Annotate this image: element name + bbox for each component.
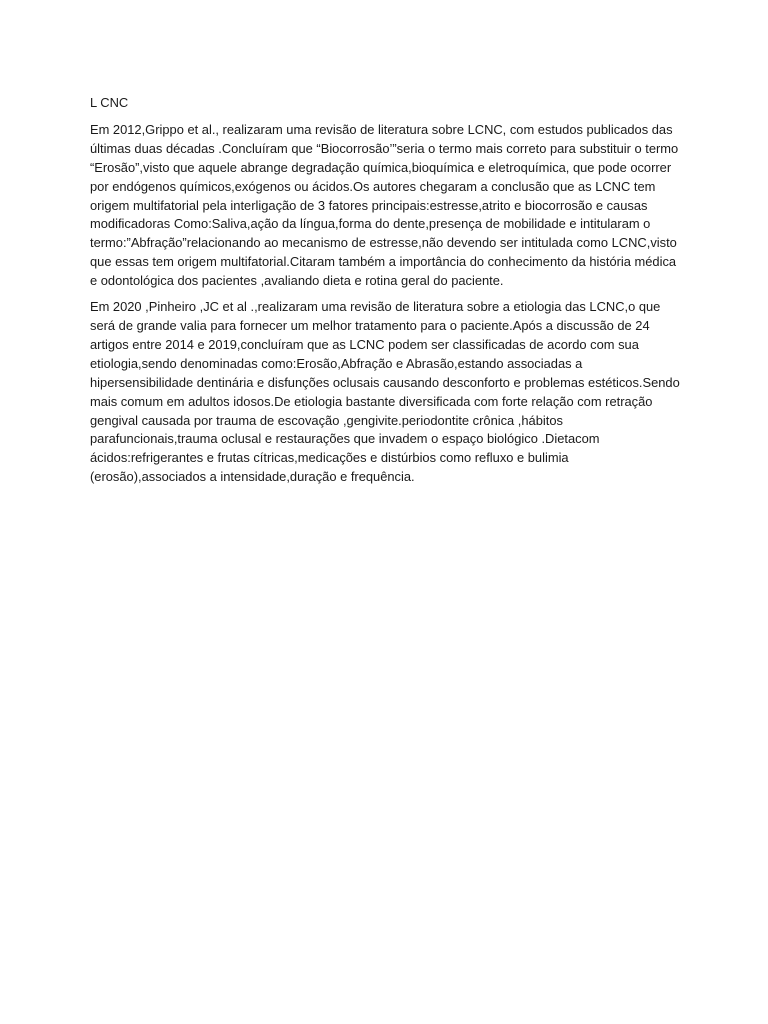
paragraph-pinheiro-2020: Em 2020 ,Pinheiro ,JC et al .,realizaram uma revisão de literatura sobre a etiologia das LCNC,o que será de grande valia para fornecer um melhor tratamento para o paciente.Após a discussão de 24 artigos entre 2014 e 2019,concluíram que as LCNC podem ser classificadas de acordo com sua etiologia,sendo denominadas como:Erosão,Abfração e Abrasão,estando associadas a hipersensibilidade dentinária e disfunções oclusais causando desconforto e problemas estéticos.Sendo mais comum em adultos idosos.De etiologia bastante diversificada com forte relação com retração gengival causada por trauma de escovação ,gengivite.periodontite crônica ,hábitos parafuncionais,trauma oclusal e restaurações que invadem o espaço biológico .Dietacom ácidos:refrigerantes e frutas cítricas,medicações e distúrbios como refluxo e bulimia (erosão),associados a intensidade,duração e frequência. xyxy=(90,299,680,485)
document-heading: L CNC xyxy=(90,95,129,110)
paragraph-grippo-2012: Em 2012,Grippo et al., realizaram uma revisão de literatura sobre LCNC, com estudos publicados das últimas duas décadas .Concluíram que “Biocorrosão’”seria o termo mais correto para substituir o termo “Erosão”,visto que aquele abrange degradação química,bioquímica e eletroquímica, que pode ocorrer por endógenos químicos,exógenos ou ácidos.Os autores chegaram a conclusão que as LCNC tem origem multifatorial pela interligação de 3 fatores principais:estresse,atrito e biocorrosão e causas modificadoras Como:Saliva,ação da língua,forma do dente,presença de mobilidade e intitularam o termo:”Abfração”relacionando ao mecanismo de estresse,não devendo ser intitulada como LCNC,visto que essas tem origem multifatorial.Citaram também a importância do conhecimento da história médica e odontológica dos pacientes ,avaliando dieta e rotina geral do paciente. xyxy=(90,121,679,289)
document-body xyxy=(90,94,680,494)
